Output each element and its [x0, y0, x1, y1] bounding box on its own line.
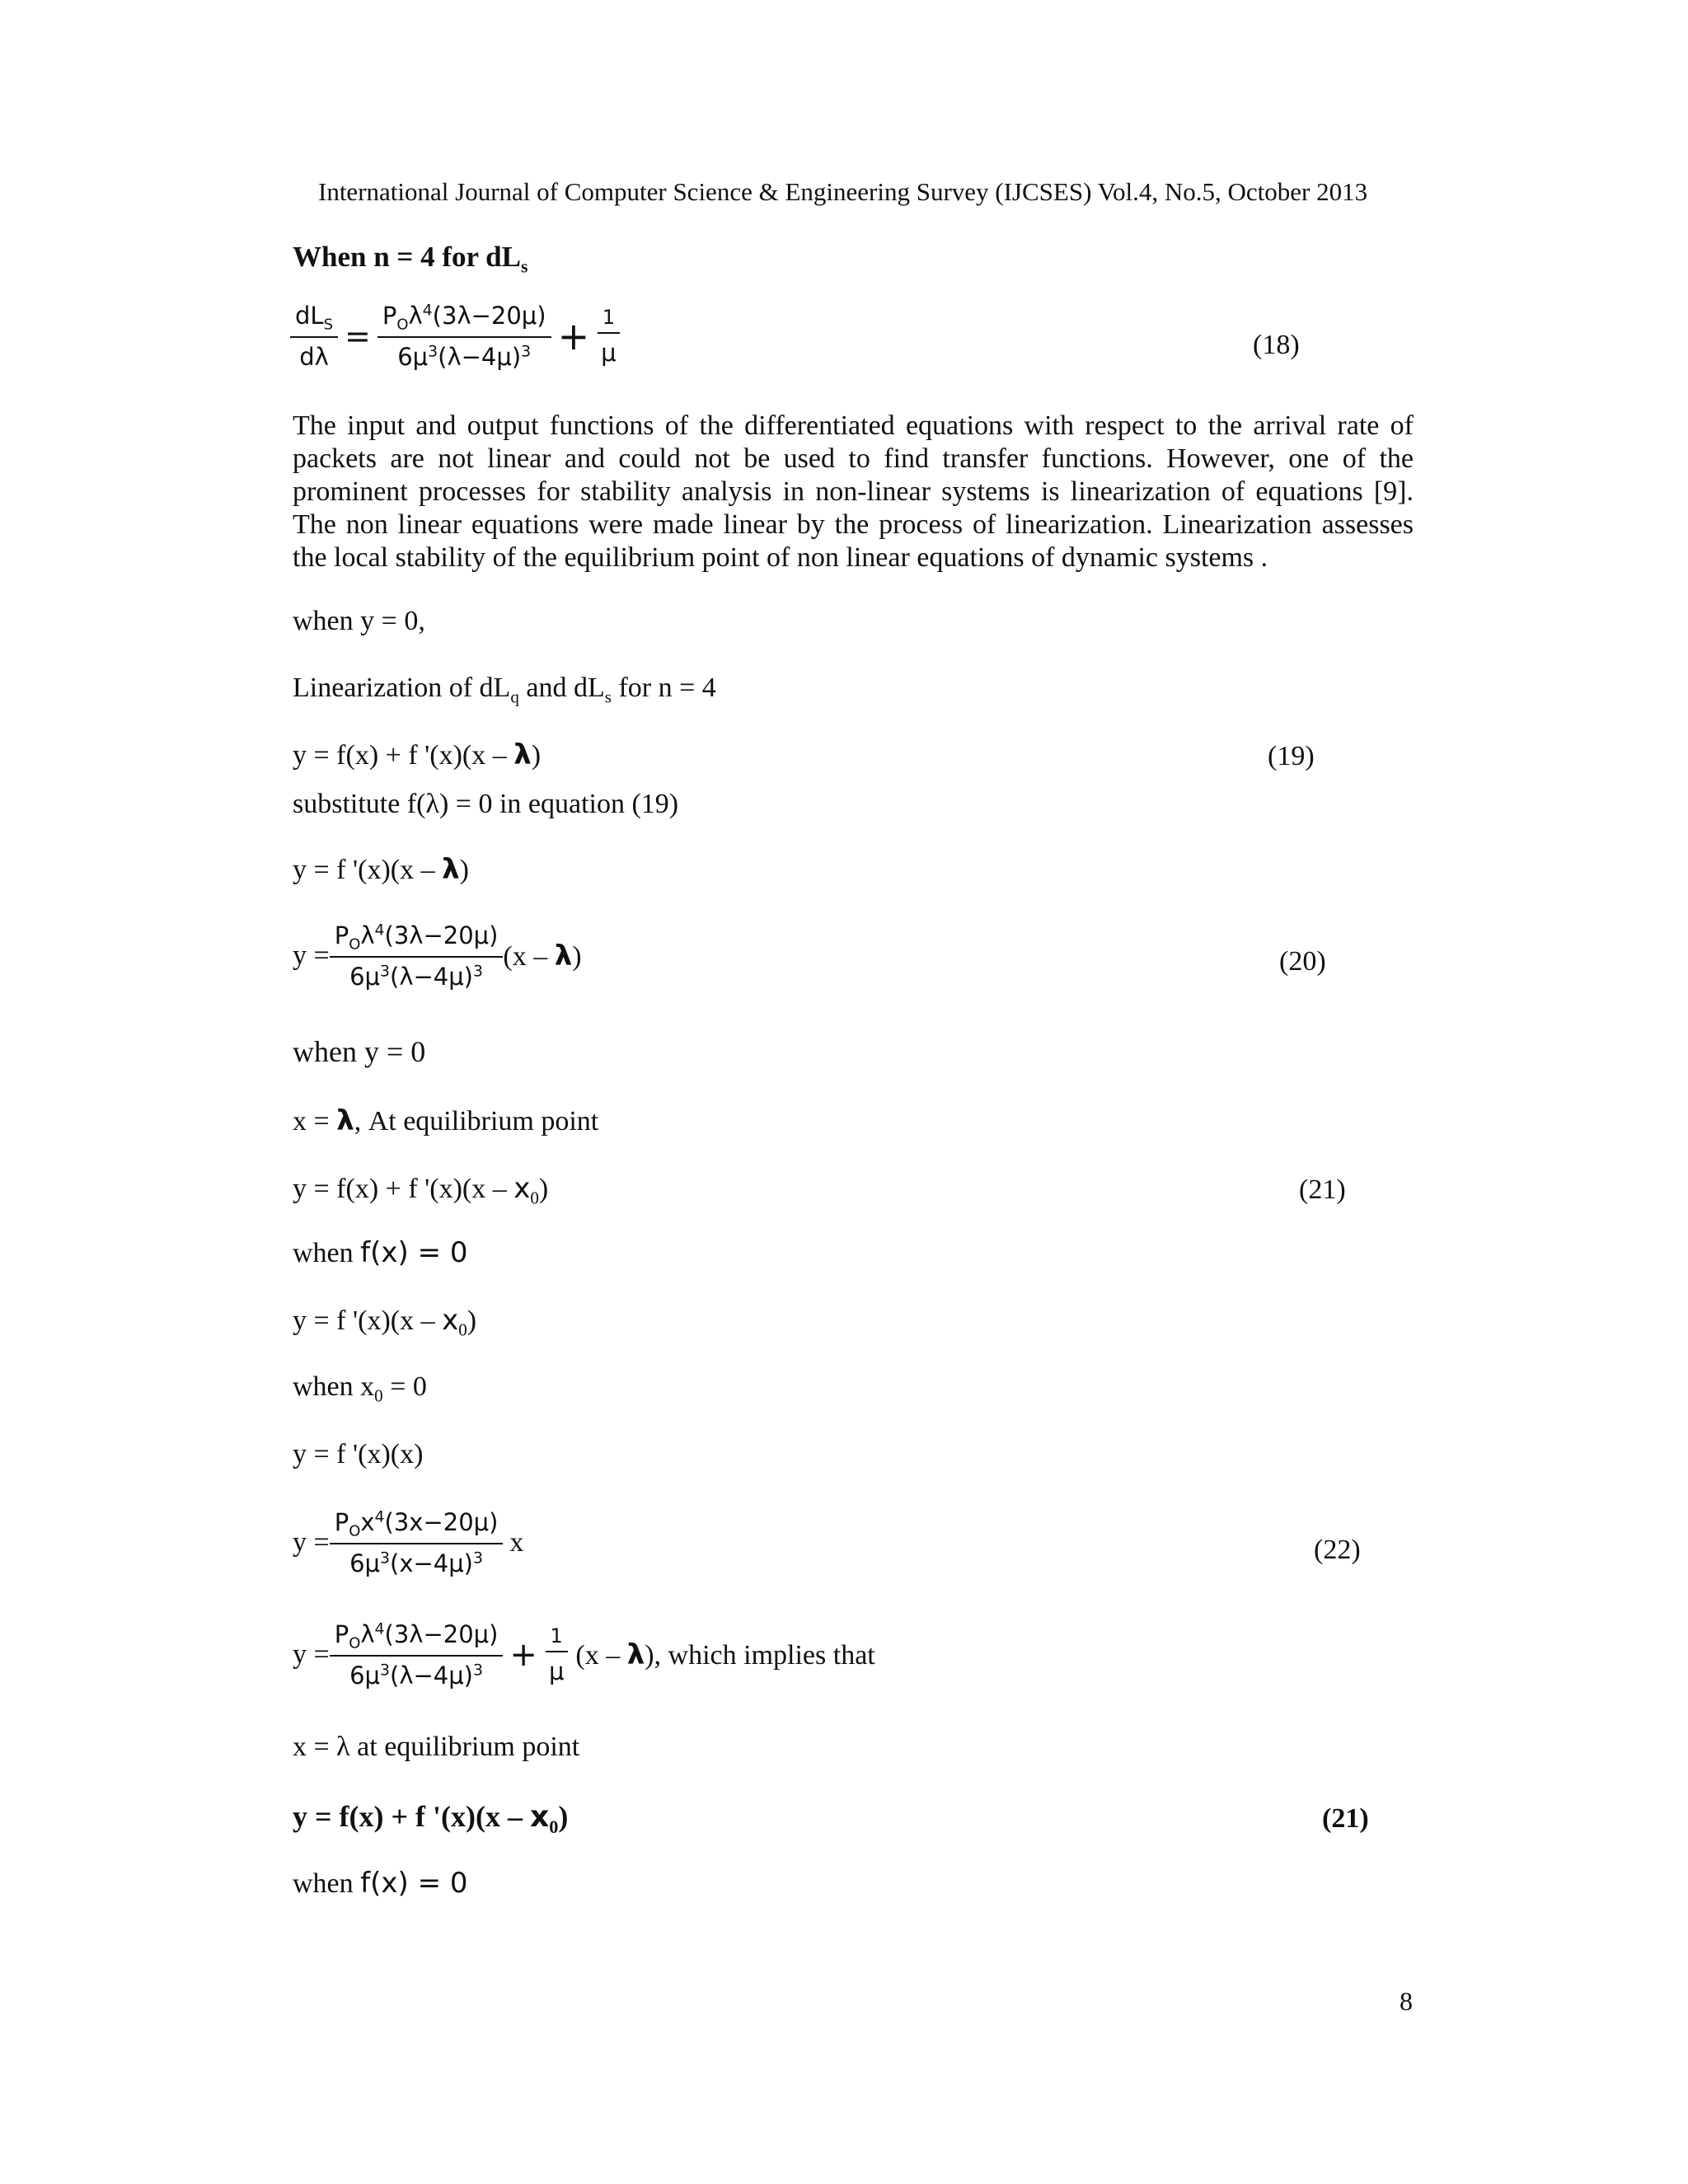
y-fprime-x0-line: y = f '$(x)(x - x_0)$ — [293, 1304, 477, 1340]
equation-21: y = f(x) + f '$(x)(x - x_0)$ — [293, 1172, 549, 1208]
when-f-x-zero: when f(x) = 0 — [293, 1236, 468, 1269]
when-y-zero-comma: when y = 0, — [293, 606, 425, 636]
eq21-bold-number: (21) — [1322, 1803, 1369, 1834]
when-y-zero: when y = 0 — [293, 1035, 426, 1068]
when-x0-zero: when $x_0 = 0$ — [293, 1371, 427, 1406]
implies-one-over-mu: $\frac{1}{\mu}$ — [544, 1624, 569, 1685]
body-paragraph: The input and output functions of the differentiated equations with respect to the arrival rate of packets are not linear and could not be used to find transfer functions. However, one of the prominent processes for stability analysis in non-linear systems is linearization of equations [9]. The non linear equations were made linear by the process of linearization. Linearization assesses the local stability of the equilibrium point of non linear equations of dynamic systems . — [293, 410, 1414, 573]
equation-22: y = $\frac{P_Ox^4(3x-20\mu)}{6\mu^3(x-4\mu)^3}$ x — [293, 1508, 524, 1578]
eq18-number: (18) — [1253, 330, 1300, 360]
section-heading: When n = 4 for $dL_s$ — [293, 241, 528, 277]
journal-header: International Journal of Computer Science & Engineering Survey (IJCSES) Vol.4, No.5, October 2013 — [318, 177, 1368, 206]
equation-18: $\frac{dL_S}{d\lambda}$ = $\frac{P_O\lambda^4(3\lambda-20\mu)}{6\mu^3(\lambda-4\mu)^3}$ + $\frac{1}{\mu}$ — [290, 302, 621, 371]
eq20-number: (20) — [1279, 946, 1326, 977]
x-lambda-equilibrium: x = λ, At equilibrium point — [293, 1104, 599, 1137]
linearization-line: Linearization of $dL_q$ and $dL_s$ for n = 4 — [293, 673, 716, 707]
eq22-fraction: $\frac{P_Ox^4(3x-20\mu)}{6\mu^3(x-4\mu)^3}$ — [330, 1508, 504, 1577]
eq21-number: (21) — [1299, 1174, 1346, 1205]
eq22-number: (22) — [1314, 1535, 1361, 1565]
when-f-x-zero-2: when f(x) = 0 — [293, 1867, 468, 1900]
implies-fraction: $\frac{P_O\lambda^4(3\lambda-20\mu)}{6\mu^3(\lambda-4\mu)^3}$ — [330, 1620, 504, 1690]
y-fprime-x-line: y = f '(x)(x) — [293, 1439, 424, 1469]
equation-implies: y = $\frac{P_O\lambda^4(3\lambda-20\mu)}{6\mu^3(\lambda-4\mu)^3}$ + $\frac{1}{\mu}$ (x – λ), which implies that — [293, 1620, 875, 1690]
x-lambda-equilibrium-2: x = λ at equilibrium point — [293, 1732, 580, 1762]
eq19-number: (19) — [1268, 741, 1315, 771]
substitute-line: substitute f(λ) = 0 in equation (19) — [293, 789, 679, 819]
eq18-lhs-fraction: $\frac{dL_S}{d\lambda}$ — [290, 302, 338, 371]
equation-21-bold: y = f(x) + f '$(x)(x - x_0)$ — [293, 1800, 569, 1837]
page-number: 8 — [1400, 1986, 1413, 2016]
y-fprime-line: y = f '(x)(x – λ) — [293, 853, 469, 886]
eq20-fraction: $\frac{P_O\lambda^4(3\lambda-20\mu)}{6\mu^3(\lambda-4\mu)^3}$ — [330, 921, 504, 991]
eq18-rhs-fraction: $\frac{P_O\lambda^4(3\lambda-20\mu)}{6\mu^3(\lambda-4\mu)^3}$ — [377, 302, 551, 371]
equation-19: y = f(x) + f '(x)(x – λ) — [293, 738, 542, 771]
eq18-one-over-mu: $\frac{1}{\mu}$ — [596, 306, 621, 367]
equation-20: y = $\frac{P_O\lambda^4(3\lambda-20\mu)}{6\mu^3(\lambda-4\mu)^3}$ (x – λ) — [293, 921, 582, 991]
